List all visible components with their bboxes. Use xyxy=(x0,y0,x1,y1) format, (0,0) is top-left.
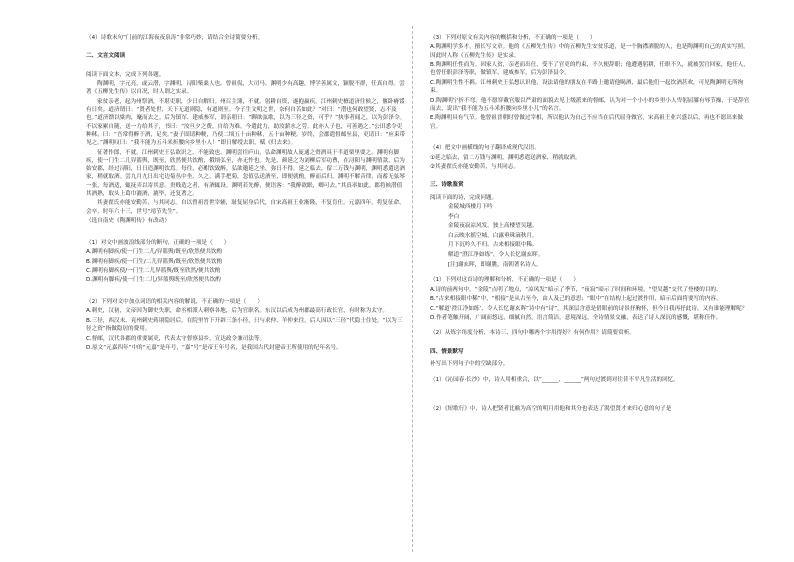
dictation-question-1: （1）《沁园春·长沙》中，诗人用相重合，以“______，______”两句过渡到对往昔不平凡生活的回忆。 xyxy=(430,376,679,383)
question-1: （1）对文中画波浪线部分的断句，正确的一项是（ ） xyxy=(86,239,230,246)
question-poem-4: （4）诗歌末句“门前的江海夜夜泉涛”非常巧妙，请结合全诗简要分析。 xyxy=(86,35,264,41)
poem-title: 金陵城西楼月下吟 xyxy=(448,204,493,211)
poem-block xyxy=(430,203,750,269)
dictation-question-2: （2）《短歌行》中，诗人把贤者比喻为高空的明月用他和其分也表达了渴望贤才来归心意的句子是 xyxy=(430,406,672,413)
poem-question-1: （1）下列对这首诗的理解和分析，不正确的一项是（ ） xyxy=(430,277,579,284)
option: B.三径，西汉末，兖州刺史蒋诩隐居后，在院里竹下开辟三条小径，只与求仲、羊仲来往，后人因以“三径”代隐士住处。“以为三径之资”指做隐居的费用。 xyxy=(86,317,403,333)
option: D.作者笔触开阔，广阔而悠远，细腻自然，语言简洁，意境深远，全诗情景交融，表达了诗人深沉的感慨，堪称佳作。 xyxy=(430,314,722,321)
translation-item: ①延之临去，留二万钱与渊明，渊明悉遣送酒家，稍就取酒。 xyxy=(430,154,581,161)
poem-line: 解道“澄江净如练”，令人长忆谢玄晖。 xyxy=(448,252,544,259)
option: C.陶渊明生性不羁。江州刺史王弘想认识他，设法请他的朋友在半路上邀请他喝酒，最后他们一起饮酒甚欢，可见陶渊明无所拘束。 xyxy=(430,79,744,95)
passage-paragraph: 其妻翟氏亦能安勤苦，与其同志。自以曾祖晋世宰辅，耻复屈身后代，自宋高祖王业渐隆，不复肯仕。元嘉四年，将复征命，会卒，时年六十三，世号“靖节先生”。 xyxy=(86,200,405,215)
option: C.渊明有脚疾使/一门生二儿舁篮舆/既至欣然/便共饮酌 xyxy=(86,267,221,274)
option: D.渊明有脚疾/使一门生二儿/舁篮舆既至/欣然便共饮酌 xyxy=(86,277,221,284)
poem-author: 李白 xyxy=(448,213,460,220)
poem-instruction: 阅读下面的诗，完成问题。 xyxy=(430,194,498,201)
option: D.原文“元嘉四年”中的“元嘉”是年号，“嘉”号“是帝王年号名，是我国古代封建帝王所使用的纪年名号。 xyxy=(86,344,342,351)
right-column xyxy=(430,34,750,415)
dictation-instruction: 补写出下列句子中的空缺部分。 xyxy=(430,361,509,368)
option: A.渊明有脚疾/使一门生二儿/舁篮舆/既至/欣然便共饮酌 xyxy=(86,249,223,256)
column-divider xyxy=(412,26,413,552)
question-4-translation: （4）把文中画横线的句子翻译成现代汉语。 xyxy=(430,145,540,152)
option: C.“解道‘澄江净如练’，令人长忆谢玄晖”诗中有“诗”，其深层含意是借眼前的诗景抒胸怀，但今日我再抒此诗，又有谁能理解呢？ xyxy=(430,305,748,312)
option: A.刺史，汉初，文帝因为御史失职，命丞相派人刺察各地，后为官职名。东汉以后成为州郡最高行政长官，有时称为太守。 xyxy=(86,308,388,315)
poem-question-2: （2）从炼字角度分析，本诗三、四句中哪两个字用得好？有何作用？请简要赏析。 xyxy=(430,330,635,337)
section-heading-dictation: 四、情景默写 xyxy=(430,348,464,355)
option: D.陶渊明宁折不弯。他不愿穿戴官服以严肃的面貌去见上级派来的督邮，认为对一个小小的乡里小人卑躬屈膝有辱节操，于是辞官而去，说出“我不能为五斗米折腰向乡里小儿”的名言。 xyxy=(430,97,750,112)
option: E.陶渊明具有气节。他曾祖晋朝时曾做过宰相，所以他认为自己不应当在后代屈身做官，宋高祖王业兴盛以后，再也不愿出来做官。 xyxy=(430,115,743,130)
section-heading-classical-chinese: 二、文言文阅读 xyxy=(86,53,126,60)
section-heading-poetry: 三、诗歌鉴赏 xyxy=(430,182,464,189)
question-2: （2）下列对文中加点词语的相关内容的解说，不正确的一项是（ ） xyxy=(86,298,263,305)
passage-paragraph: 陶渊明，字元亮，或云潜，字渊明，浔阳柴桑人也。曾祖侃，大司马。渊明少有高趣，博学善属文，颖脱不群，任真自得。尝著《五柳先生传》以自况，时人谓之实录。 xyxy=(86,81,405,96)
passage-paragraph: 征著作郎，不就。江州刺史王弘欲识之，不能致也。渊明尝往庐山，弘命渊明故人庞通之赍酒具于半道栗里要之。渊明有脚疾，使一门生二儿舁篮舆，既至，欣然便共饮酌，俄顷弘至，亦无忤也。先是，颜延之为刘柳后军功曹，在浔阳与渊明情款，后为始安郡，经过浔阳，日日造渊明饮焉。每往，必酣饮致醉。弘欲邀延之坐，弥日不得。延之临去，留二万钱与渊明，渊明悉遣送酒家，稍就取酒。尝九月九日出宅边菊丛中坐，久之，满手把菊，忽值弘送酒至，即便就酌，醉而后归。渊明不解音律，而蓄无弦琴一张，每酒适，辄抚弄以寄其意。贵贱造之者，有酒辄设。渊明若先醉，便语客：“我醉欲眠，卿可去。”其真率如此。郡将候潜值其酒熟，取头上葛巾漉酒，漉毕，还复著之。 xyxy=(86,149,405,197)
option: A.诗的前两句中，“金陵”点明了地点，“凉风发”暗示了季节，“夜寂”暗示了时间和环境，“望吴越”交代了登楼的目的。 xyxy=(430,286,722,293)
poem-line: 白云映水摇空城，白露垂珠滴秋月。 xyxy=(448,232,538,239)
passage-paragraph: 家贫亲老，起为州祭酒，不堪吏职，少日自解归。州召主簿，不就。躬耕自资，遂抱羸疾。江州刺史檀道济往候之，偃卧瘠馁有日矣。道济谓曰：“贤者处世，天下无道则隐，有道则至。今子生文明之世，奈何自苦如此？”对曰：“潜也何敢望贤，志不及也。”道济馈以粱肉，麾而去之。后为镇军、建威参军，谓亲朋曰：“聊欲弦歌，以为三径之资，可乎？”执事者闻之，以为彭泽令。不以家累自随，送一力给其子，书曰：“汝旦夕之费，自给为难。今遣此力，助汝薪水之劳。此亦人子也，可善遇之。”公田悉令吏种秫，曰：“吾常得醉于酒，足矣。”妻子固请种粳，乃使二顷五十亩种秫，五十亩种粳。岁终，会郡遣督邮至县，吏请曰：“应束带见之。”渊明叹曰：“我不能为五斗米折腰向乡里小人！”即日解绶去职，赋《归去来》。 xyxy=(86,98,406,147)
passage-source: （选自南史《陶渊明传》有改动） xyxy=(86,218,170,225)
option: B.渊明有脚疾/使一门生/二儿舁篮舆/既至/欣然便共饮酌 xyxy=(86,258,223,265)
question-3: （3）下列对原文有关内容的概括和分析，不正确的一项是（ ） xyxy=(430,35,596,41)
translation-item: ②其妻翟氏亦能安勤苦，与其同志。 xyxy=(430,163,519,170)
left-column xyxy=(86,34,406,353)
option: B.陶渊明任性而为。因家人贫，亲老而出仕，受不了官吏的约束，不久便辞职；他遭遇躬耕，任职不久，就被罢官回家，他任人，也曾任职彭泽等职，做镇军、建威参军，后为彭泽县令。 xyxy=(430,62,749,77)
option: A.陶渊明学多才，擅长写文章。他的《五柳先生传》中的五柳先生安贫乐道，是一个胸襟洒脱的人，也是陶渊明自己的真实写照，因此时人称《五柳先生传》是实录。 xyxy=(430,44,749,59)
poem-line: 月下沉吟久不归，古来相接眼中稀。 xyxy=(448,242,538,249)
option: B.“古来相接眼中稀”中，“相接”是从古至今，由人及己的意思；“眼中”在结构上起过渡作用，暗示后面将要写的内容。 xyxy=(430,296,722,303)
reading-instruction: 阅读下面文本，完成下列各题。 xyxy=(86,71,165,78)
option: C.督邮，汉代各郡的重要属吏，代表太守督察县乡，宣达政令兼司法等。 xyxy=(86,335,266,342)
poem-note: [注]谢玄晖，即谢朓，南朝著名诗人。 xyxy=(448,261,542,268)
poem-line: 金陵夜寂凉风发，独上高楼望吴越。 xyxy=(448,223,538,230)
